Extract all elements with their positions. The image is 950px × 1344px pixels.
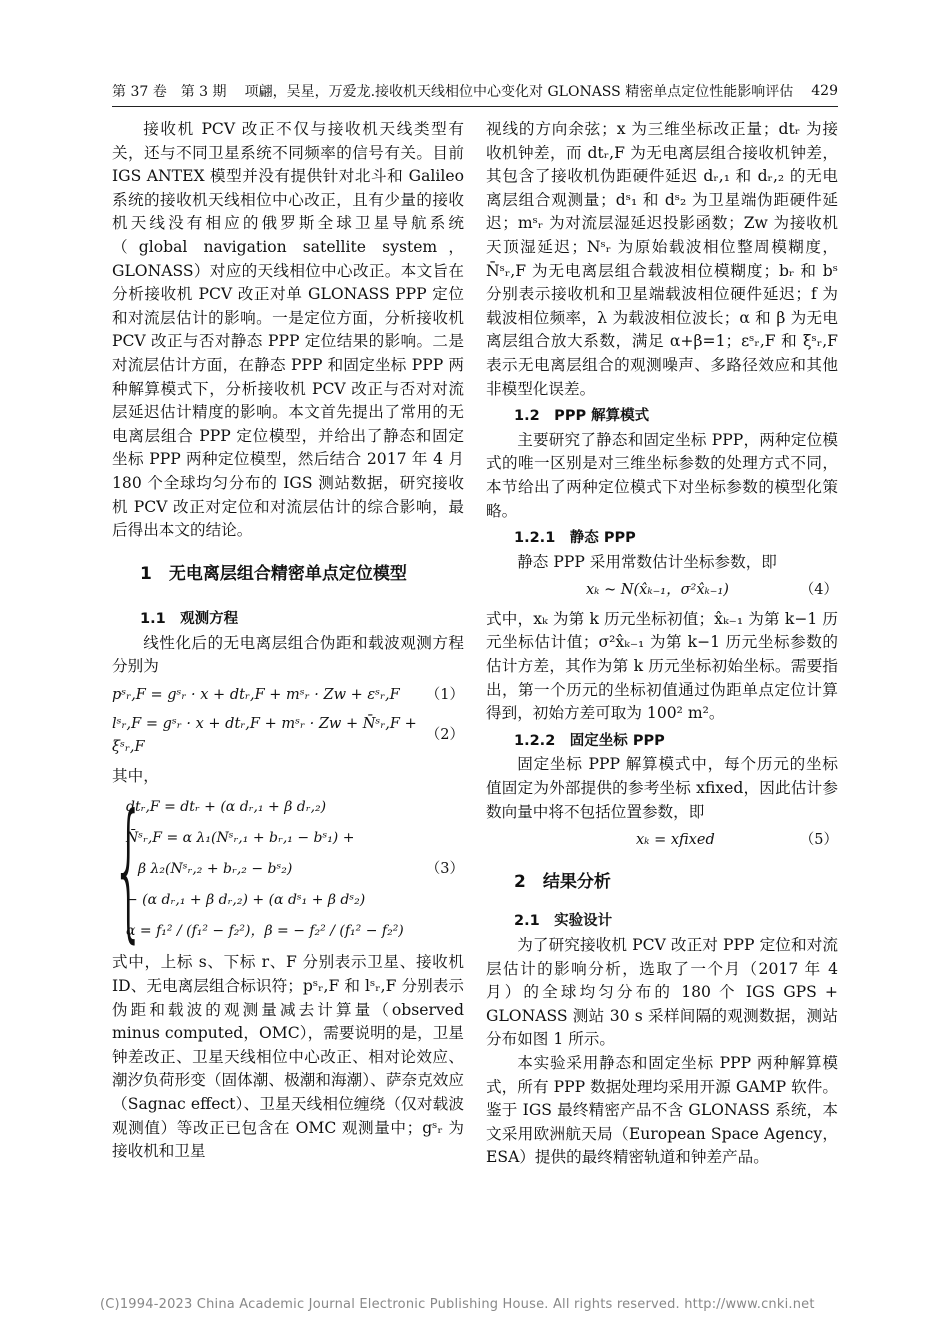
section-2-heading: 2 结果分析	[514, 871, 611, 892]
static-ppp-intro: 静态 PPP 采用常数估计坐标参数，即	[517, 552, 777, 571]
subsection-1-1-heading: 1.1 观测方程	[140, 611, 239, 628]
equation-4	[486, 579, 838, 603]
equation-1-number: （1）	[425, 687, 464, 704]
observation-intro: 线性化后的无电离层组合伪距和载波观测方程分别为	[112, 633, 464, 676]
equation-3-lines	[126, 792, 424, 947]
equation-5-number: （5）	[799, 832, 838, 849]
subsection-1-2-paragraph: 主要研究了静态和固定坐标 PPP，两种定位模式的唯一区别是对三维坐标参数的处理方式不同，本节给出了两种定位模式下对坐标参数的模型化策略。	[486, 430, 838, 520]
equation-3-line: dtᵣ,F = dtᵣ + (α dᵣ,₁ + β dᵣ,₂)	[126, 799, 327, 816]
subsection-1-2-1-heading: 1.2.1 静态 PPP	[514, 530, 636, 547]
equation-3-line: β λ₂(Nˢᵣ,₂ + bᵣ,₂ − bˢ₂)	[138, 861, 293, 878]
right-column	[486, 118, 838, 1170]
equation-1-body: pˢᵣ,F = gˢᵣ · x + dtᵣ,F + mˢᵣ · Zw + εˢᵣ,F	[112, 687, 400, 704]
equation-2	[112, 713, 464, 760]
equation-2-body: lˢᵣ,F = gˢᵣ · x + dtᵣ,F + mˢᵣ · Zw + N̄ˢᵣ,F + ξˢᵣ,F	[112, 715, 417, 756]
equation-4-body: xₖ ~ N(x̂ₖ₋₁，σ²x̂ₖ₋₁)	[586, 582, 729, 599]
experiment-paragraph-1: 为了研究接收机 PCV 改正对 PPP 定位和对流层估计的影响分析，选取了一个月（2017 年 4 月）的全球均匀分布的 180 个 IGS GPS + GLONASS 测站 30 s 采样间隔的观测数据，测站分布如图 1 所示。	[486, 936, 838, 1049]
equation-5-body: xₖ = xfixed	[636, 832, 715, 849]
left-column	[112, 118, 464, 1164]
subsection-1-2-heading: 1.2 PPP 解算模式	[514, 408, 650, 425]
header-rule	[112, 106, 838, 107]
fixed-ppp-paragraph: 固定坐标 PPP 解算模式中，每个历元的坐标值固定为外部提供的参考坐标 xfixed，因此估计参数向量中将不包括位置参数，即	[486, 755, 838, 821]
copyright-footer: (C)1994-2023 China Academic Journal Electronic Publishing House. All rights reserved. http://www.cnki.net	[100, 1297, 815, 1312]
where-label: 其中，	[112, 766, 159, 785]
equation-3-line: − (α dᵣ,₁ + β dᵣ,₂) + (α dˢ₁ + β dˢ₂)	[126, 892, 366, 909]
equation-4-number: （4）	[799, 582, 838, 599]
static-ppp-paragraph: 式中，xₖ 为第 k 历元坐标初值；x̂ₖ₋₁ 为第 k−1 历元坐标估计值；σ²x̂ₖ₋₁ 为第 k−1 历元坐标参数的估计方差，其作为第 k 历元坐标初始坐标。需要指出，第一个历元的坐标初值通过伪距单点定位计算得到，初始方差可取为 100² m²。	[486, 609, 838, 723]
subsection-1-2-2-heading: 1.2.2 固定坐标 PPP	[514, 732, 665, 749]
section-1-heading: 1 无电离层组合精密单点定位模型	[140, 563, 407, 584]
experiment-paragraph-2: 本实验采用静态和固定坐标 PPP 两种解算模式，所有 PPP 数据处理均采用开源 GAMP 软件。鉴于 IGS 最终精密产品不含 GLONASS 系统，本文采用欧洲航天局（European Space Agency，ESA）提供的最终精密轨道和钟差产品。	[486, 1053, 838, 1167]
equation-3-number: （3）	[425, 861, 464, 878]
page-number: 429	[811, 83, 838, 99]
equation-2-number: （2）	[425, 727, 464, 744]
running-header	[112, 80, 838, 102]
intro-paragraph: 接收机 PCV 改正不仅与接收机天线类型有关，还与不同卫星系统不同频率的信号有关。目前 IGS ANTEX 模型并没有提供针对北斗和 Galileo 系统的接收机天线相位中心改正，且有少量的接收机天线没有相应的俄罗斯全球卫星导航系统（global navigation satellite system，GLONASS）对应的天线相位中心改正。本文旨在分析接收机 PCV 改正对单 GLONASS PPP 定位和对流层估计的影响。一是定位方面，分析接收机 PCV 改正与否对静态 PPP 定位结果的影响。二是对流层估计方面，在静态 PPP 和固定坐标 PPP 两种解算模式下，分析接收机 PCV 改正与否对对流层延迟估计精度的影响。本文首先提出了常用的无电离层组合 PPP 定位模型，并给出了静态和固定坐标 PPP 两种定位模型，然后结合 2017 年 4 月 180 个全球均匀分布的 IGS 测站数据，研究接收机 PCV 改正对定位和对流层估计的综合影响，最后得出本文的结论。	[112, 120, 464, 540]
journal-volume: 第 37 卷 第 3 期	[112, 84, 227, 100]
equation-3-line: N̄ˢᵣ,F = α λ₁(Nˢᵣ,₁ + bᵣ,₁ − bˢ₁) +	[126, 830, 355, 847]
equation-5	[486, 829, 838, 853]
running-title: 项翩，吴星，万爱龙.接收机天线相位中心变化对 GLONASS 精密单点定位性能影响评估	[244, 84, 794, 100]
equation-3	[112, 782, 464, 957]
explain-paragraph: 式中，上标 s、下标 r、F 分别表示卫星、接收机 ID、无电离层组合标识符；pˢᵣ,F 和 lˢᵣ,F 分别表示伪距和载波的观测量减去计算量（observed minus computed，OMC），需要说明的是，卫星钟差改正、卫星天线相位中心改正、相对论效应、潮汐负荷形变（固体潮、极潮和海潮）、萨奈克效应（Sagnac effect）、卫星天线相位缠绕（仅对载波观测值）等改正已包含在 OMC 观测量中；gˢᵣ 为接收机和卫星	[112, 953, 464, 1161]
subsection-2-1-heading: 2.1 实验设计	[514, 913, 613, 930]
equation-3-line: α = f₁² / (f₁² − f₂²)，β = − f₂² / (f₁² − f₂²)	[126, 923, 404, 940]
continued-paragraph: 视线的方向余弦；x 为三维坐标改正量；dtᵣ 为接收机钟差，而 dtᵣ,F 为无电离层组合接收机钟差，其包含了接收机伪距硬件延迟 dᵣ,₁ 和 dᵣ,₂ 的无电离层组合观测量；dˢ₁ 和 dˢ₂ 为卫星端伪距硬件延迟；mˢᵣ 为对流层湿延迟投影函数；Zw 为接收机天顶湿延迟；Nˢᵣ 为原始载波相位整周模糊度，N̄ˢᵣ,F 为无电离层组合载波相位模糊度；bᵣ 和 bˢ 分别表示接收机和卫星端载波相位硬件延迟；f 为载波相位频率，λ 为载波相位波长；α 和 β 为无电离层组合放大系数，满足 α+β=1；εˢᵣ,F 和 ξˢᵣ,F 表示无电离层组合的观测噪声、多路径效应和其他非模型化误差。	[486, 120, 838, 398]
brace-symbol: {	[112, 782, 146, 957]
equation-1	[112, 684, 464, 708]
